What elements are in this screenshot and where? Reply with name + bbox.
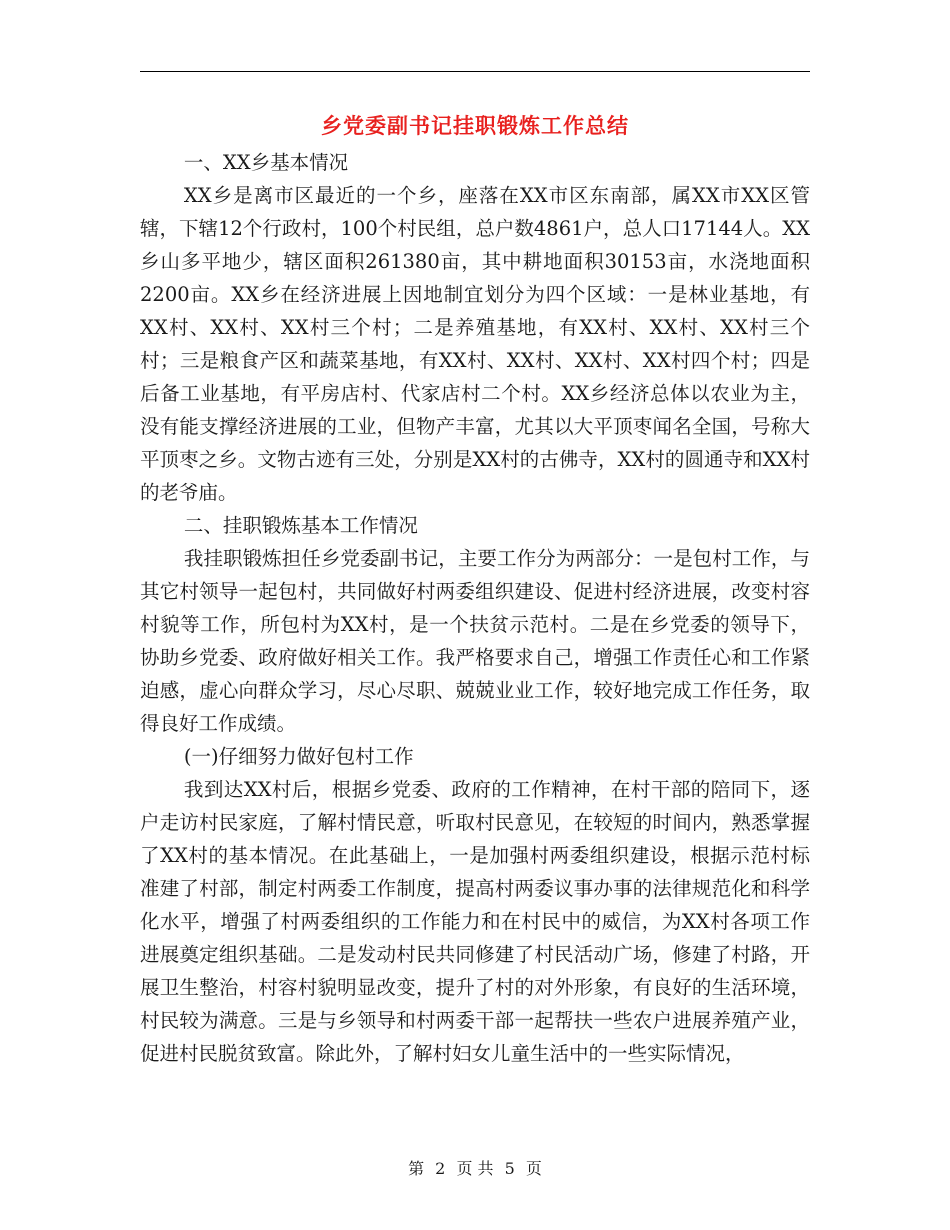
footer-middle: 页 共 bbox=[456, 1159, 494, 1178]
subsection-heading-1: (一)仔细努力做好包村工作 bbox=[183, 745, 414, 768]
section-heading-2: 二、挂职锻炼基本工作情况 bbox=[183, 514, 418, 537]
footer-total-pages: 5 bbox=[504, 1159, 515, 1178]
footer-prefix: 第 bbox=[408, 1159, 425, 1178]
document-title: 乡党委副书记挂职锻炼工作总结 bbox=[321, 113, 629, 138]
section-heading-1: 一、XX乡基本情况 bbox=[183, 151, 349, 174]
body-paragraph-2: 我挂职锻炼担任乡党委副书记，主要工作分为两部分：一是包村工作，与其它村领导一起包村，共同做好村两委组织建设、促进村经济进展，改变村容村貌等工作，所包村为XX村，是一个扶贫示范村。二是在乡党委的领导下，协助乡党委、政府做好相关工作。我严格要求自己，增强工作责任心和工作紧迫感，虚心向群众学习，尽心尽职、兢兢业业工作，较好地完成工作任务，取得良好工作成绩。 bbox=[140, 547, 810, 735]
header-rule bbox=[140, 71, 810, 72]
footer-suffix: 页 bbox=[525, 1159, 542, 1178]
page-footer bbox=[0, 1156, 950, 1179]
body-paragraph-3: 我到达XX村后，根据乡党委、政府的工作精神，在村干部的陪同下，逐户走访村民家庭，了解村情民意，听取村民意见，在较短的时间内，熟悉掌握了XX村的基本情况。在此基础上，一是加强村两委组织建设，根据示范村标准建了村部，制定村两委工作制度，提高村两委议事办事的法律规范化和科学化水平，增强了村两委组织的工作能力和在村民中的威信，为XX村各项工作进展奠定组织基础。二是发动村民共同修建了村民活动广场，修建了村路，开展卫生整治，村容村貌明显改变，提升了村的对外形象，有良好的生活环境，村民较为满意。三是与乡领导和村两委干部一起帮扶一些农户进展养殖产业，促进村民脱贫致富。除此外，了解村妇女儿童生活中的一些实际情况， bbox=[140, 778, 810, 1065]
body-paragraph-1: XX乡是离市区最近的一个乡，座落在XX市区东南部，属XX市XX区管辖，下辖12个行政村，100个村民组，总户数4861户，总人口17144人。XX乡山多平地少，辖区面积261380亩，其中耕地面积30153亩，水浇地面积2200亩。XX乡在经济进展上因地制宜划分为四个区域：一是林业基地，有XX村、XX村、XX村三个村；二是养殖基地，有XX村、XX村、XX村三个村；三是粮食产区和蔬菜基地，有XX村、XX村、XX村、XX村四个村；四是后备工业基地，有平房店村、代家店村二个村。XX乡经济总体以农业为主，没有能支撑经济进展的工业，但物产丰富，尤其以大平顶枣闻名全国，号称大平顶枣之乡。文物古迹有三处，分别是XX村的古佛寺，XX村的圆通寺和XX村的老爷庙。 bbox=[140, 184, 810, 504]
document-body bbox=[140, 146, 810, 1070]
footer-current-page: 2 bbox=[435, 1159, 446, 1178]
